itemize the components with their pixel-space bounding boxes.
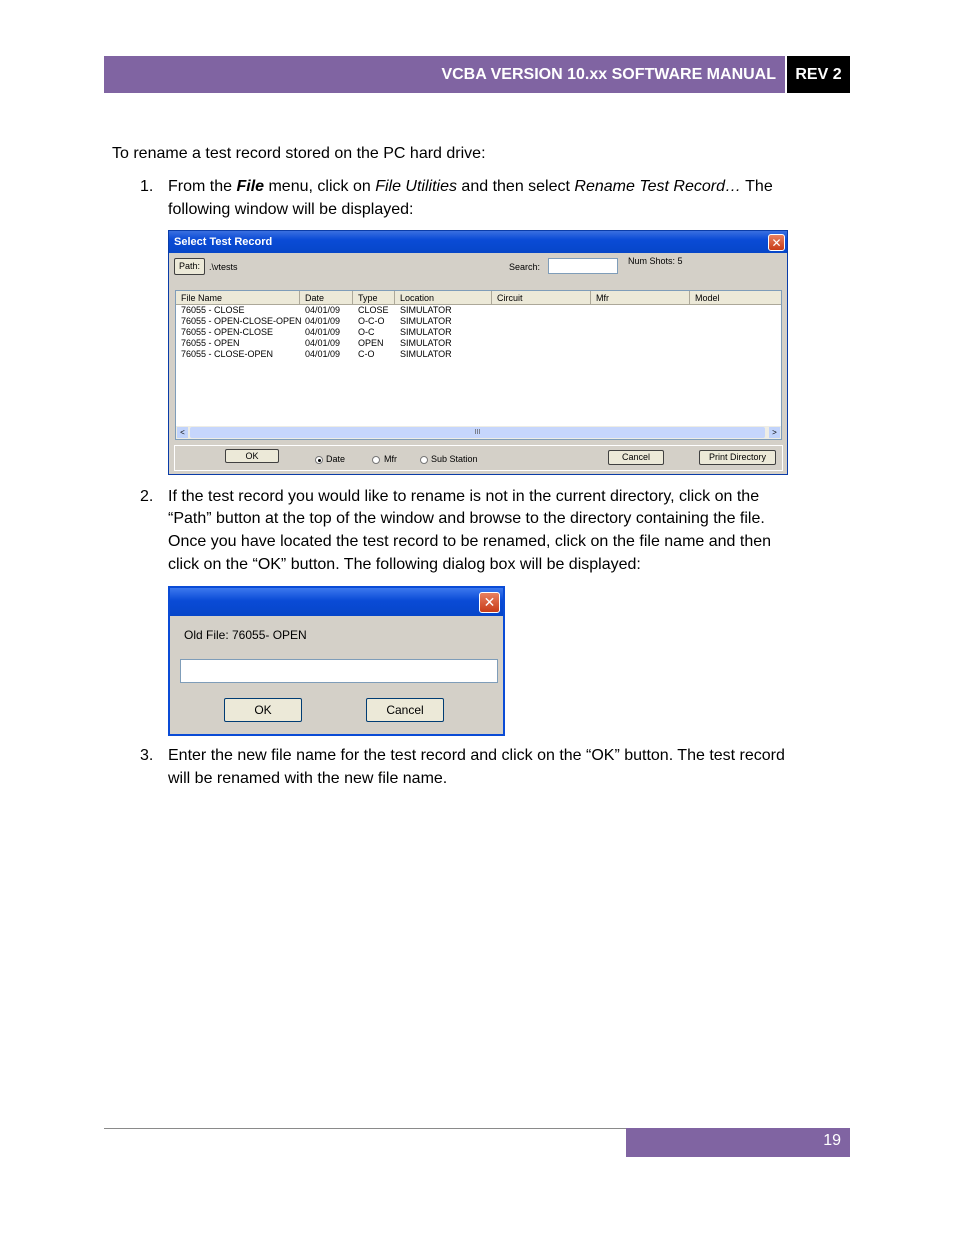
search-label: Search: xyxy=(509,262,541,272)
step-1-line-2: following window will be displayed: xyxy=(168,201,414,218)
select-window-title: Select Test Record xyxy=(174,236,273,248)
step-1-text-a: From the xyxy=(168,178,237,195)
radio-date-label: Date xyxy=(326,454,346,464)
cancel-button[interactable]: Cancel xyxy=(608,450,664,465)
search-input[interactable] xyxy=(548,258,618,274)
radio-sub-station-label: Sub Station xyxy=(431,454,478,464)
step-2-line-2: “Path” button at the top of the window and browse to the directory containing the file. xyxy=(168,510,765,527)
intro-text: To rename a test record stored on the PC hard drive: xyxy=(112,145,486,162)
table-cell: CLOSE xyxy=(358,305,389,315)
table-row[interactable] xyxy=(176,338,781,349)
path-value: .\vtests xyxy=(209,262,238,272)
table-cell: 04/01/09 xyxy=(305,349,341,359)
scroll-left-icon[interactable]: < xyxy=(177,427,188,438)
step-1-text-d: The xyxy=(741,178,773,195)
new-name-input[interactable] xyxy=(180,659,498,683)
table-cell: C-O xyxy=(358,349,375,359)
col-date[interactable]: Date xyxy=(305,293,325,303)
ok-button[interactable]: OK xyxy=(225,449,279,463)
close-icon[interactable]: ✕ xyxy=(768,234,785,251)
step-2-number: 2. xyxy=(140,488,154,505)
print-directory-button[interactable]: Print Directory xyxy=(699,450,776,465)
table-cell: O-C-O xyxy=(358,316,385,326)
col-circuit[interactable]: Circuit xyxy=(497,293,523,303)
scroll-thumb[interactable]: III xyxy=(190,427,765,438)
step-1-file-utilities: File Utilities xyxy=(375,178,457,195)
select-test-record-window xyxy=(168,230,788,475)
step-1-file: File xyxy=(236,178,265,195)
step-3-line-1: Enter the new file name for the test record and click on the “OK” button. The test record xyxy=(168,747,785,764)
table-row[interactable] xyxy=(176,316,781,327)
radio-mfr-label: Mfr xyxy=(384,454,397,464)
test-record-list[interactable] xyxy=(175,290,782,440)
step-3-line-2: will be renamed with the new file name. xyxy=(168,770,448,787)
col-mfr[interactable]: Mfr xyxy=(596,293,609,303)
table-cell: 76055 - OPEN-CLOSE-OPEN xyxy=(181,316,302,326)
step-1-text-c: and then select xyxy=(456,178,575,195)
table-cell: O-C xyxy=(358,327,375,337)
col-type[interactable]: Type xyxy=(358,293,378,303)
step-1-rename: Rename Test Record… xyxy=(574,178,741,195)
table-row[interactable] xyxy=(176,349,781,360)
path-button[interactable]: Path: xyxy=(174,258,205,275)
header-title: VCBA VERSION 10.xx SOFTWARE MANUAL xyxy=(104,56,785,93)
page-header xyxy=(104,56,850,93)
step-2-line-1: If the test record you would like to rename is not in the current directory, click on the xyxy=(168,488,760,505)
step-1-line-1 xyxy=(168,176,773,199)
table-cell: OPEN xyxy=(358,338,384,348)
table-cell: SIMULATOR xyxy=(400,338,452,348)
select-window-titlebar xyxy=(169,231,787,253)
step-2-line-3: Once you have located the test record to be renamed, click on the file name and then xyxy=(168,533,772,550)
col-file-name[interactable]: File Name xyxy=(181,293,223,303)
horizontal-scrollbar[interactable] xyxy=(176,426,781,439)
list-header xyxy=(176,291,781,305)
cancel-button[interactable]: Cancel xyxy=(366,698,444,722)
col-location[interactable]: Location xyxy=(400,293,435,303)
footer-line xyxy=(104,1128,626,1129)
table-row[interactable] xyxy=(176,305,781,316)
ok-button[interactable]: OK xyxy=(224,698,302,722)
table-row[interactable] xyxy=(176,327,781,338)
page-number: 19 xyxy=(626,1128,850,1157)
close-icon[interactable]: ✕ xyxy=(479,592,500,613)
rename-dialog xyxy=(168,586,505,736)
table-cell: 04/01/09 xyxy=(305,338,341,348)
step-3-number: 3. xyxy=(140,747,154,764)
radio-sub-station[interactable] xyxy=(420,456,428,464)
table-cell: SIMULATOR xyxy=(400,349,452,359)
radio-date[interactable] xyxy=(315,456,323,464)
step-1-number: 1. xyxy=(140,178,154,195)
table-cell: 04/01/09 xyxy=(305,316,341,326)
table-cell: 04/01/09 xyxy=(305,327,341,337)
table-cell: 76055 - CLOSE xyxy=(181,305,245,315)
table-cell: 04/01/09 xyxy=(305,305,341,315)
header-rev: REV 2 xyxy=(787,56,850,93)
radio-mfr[interactable] xyxy=(372,456,380,464)
num-shots: Num Shots: 5 xyxy=(628,256,683,266)
scroll-right-icon[interactable]: > xyxy=(769,427,780,438)
table-cell: SIMULATOR xyxy=(400,305,452,315)
col-model[interactable]: Model xyxy=(695,293,720,303)
table-cell: 76055 - OPEN xyxy=(181,338,240,348)
table-cell: 76055 - CLOSE-OPEN xyxy=(181,349,274,359)
old-file-label: Old File: 76055- OPEN xyxy=(184,628,307,642)
step-1-text-b: menu, click on xyxy=(264,178,376,195)
table-cell: 76055 - OPEN-CLOSE xyxy=(181,327,274,337)
step-2-line-4: click on the “OK” button. The following dialog box will be displayed: xyxy=(168,556,641,573)
table-cell: SIMULATOR xyxy=(400,316,452,326)
table-cell: SIMULATOR xyxy=(400,327,452,337)
rename-dialog-titlebar xyxy=(170,588,503,616)
